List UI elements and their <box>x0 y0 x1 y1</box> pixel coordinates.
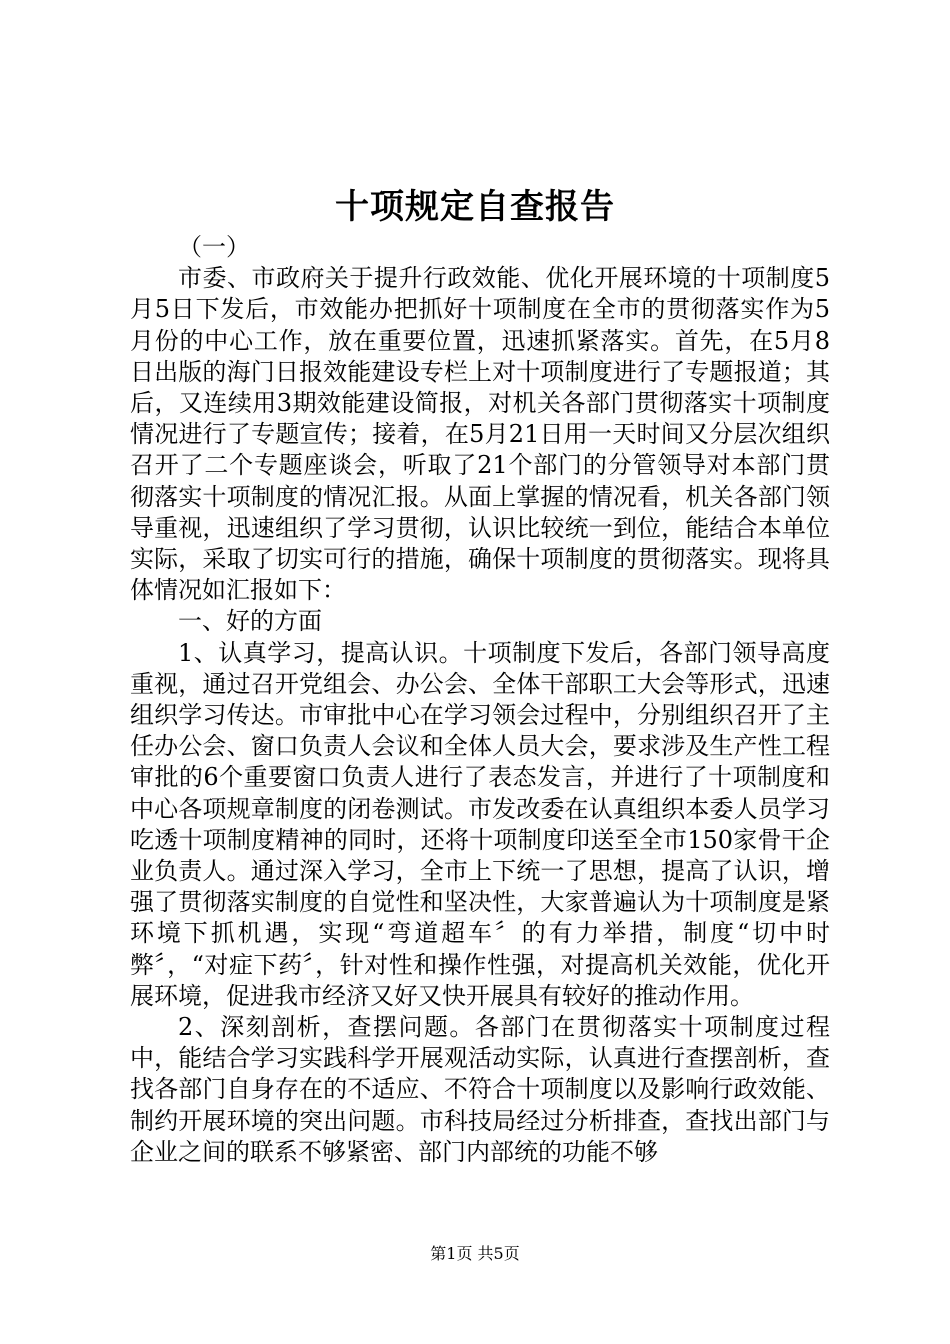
intro-paragraph: 市委、市政府关于提升行政效能、优化开展环境的十项制度5月5日下发后，市效能办把抓好十项制度在全市的贯彻落实作为5月份的中心工作，放在重要位置，迅速抓紧落实。首先，在5月8日出版的海门日报效能建设专栏上对十项制度进行了专题报道；其后，又连续用3期效能建设简报，对机关各部门贯彻落实十项制度情况进行了专题宣传；接着，在5月21日用一天时间又分层次组织召开了二个专题座谈会，听取了21个部门的分管领导对本部门贯彻落实十项制度的情况汇报。从面上掌握的情况看，机关各部门领导重视，迅速组织了学习贯彻，认识比较统一到位，能结合本单位实际，采取了切实可行的措施，确保十项制度的贯彻落实。现将具体情况如汇报如下： <box>130 264 830 605</box>
paragraph-item-1: 1、认真学习，提高认识。十项制度下发后，各部门领导高度重视，通过召开党组会、办公会、全体干部职工大会等形式，迅速组织学习传达。市审批中心在学习领会过程中，分别组织召开了主任办公会、窗口负责人会议和全体人员大会，要求涉及生产性工程审批的6个重要窗口负责人进行了表态发言，并进行了十项制度和中心各项规章制度的闭卷测试。市发改委在认真组织本委人员学习吃透十项制度精神的同时，还将十项制度印送至全市150家骨干企业负责人。通过深入学习，全市上下统一了思想，提高了认识，增强了贯彻落实制度的自觉性和坚决性，大家普遍认为十项制度是紧环境下抓机遇，实现“弯道超车〞的有力举措，制度“切中时弊〞，“对症下药〞，针对性和操作性强，对提高机关效能，优化开展环境，促进我市经济又好又快开展具有较好的推动作用。 <box>130 638 830 1010</box>
document-title: 十项规定自查报告 <box>335 187 615 227</box>
page-footer <box>0 1243 950 1265</box>
paragraph-item-2: 2、深刻剖析，查摆问题。各部门在贯彻落实十项制度过程中，能结合学习实践科学开展观活动实际，认真进行查摆剖析，查找各部门自身存在的不适应、不符合十项制度以及影响行政效能、制约开展环境的突出问题。市科技局经过分析排查，查找出部门与企业之间的联系不够紧密、部门内部统的功能不够 <box>130 1013 830 1166</box>
document-body <box>130 232 830 1168</box>
section-heading-good-aspects: 一、好的方面 <box>178 607 322 636</box>
page-number: 第1页 <box>430 1244 473 1263</box>
page-total: 共5页 <box>477 1244 520 1263</box>
section-number: （一） <box>178 233 250 261</box>
